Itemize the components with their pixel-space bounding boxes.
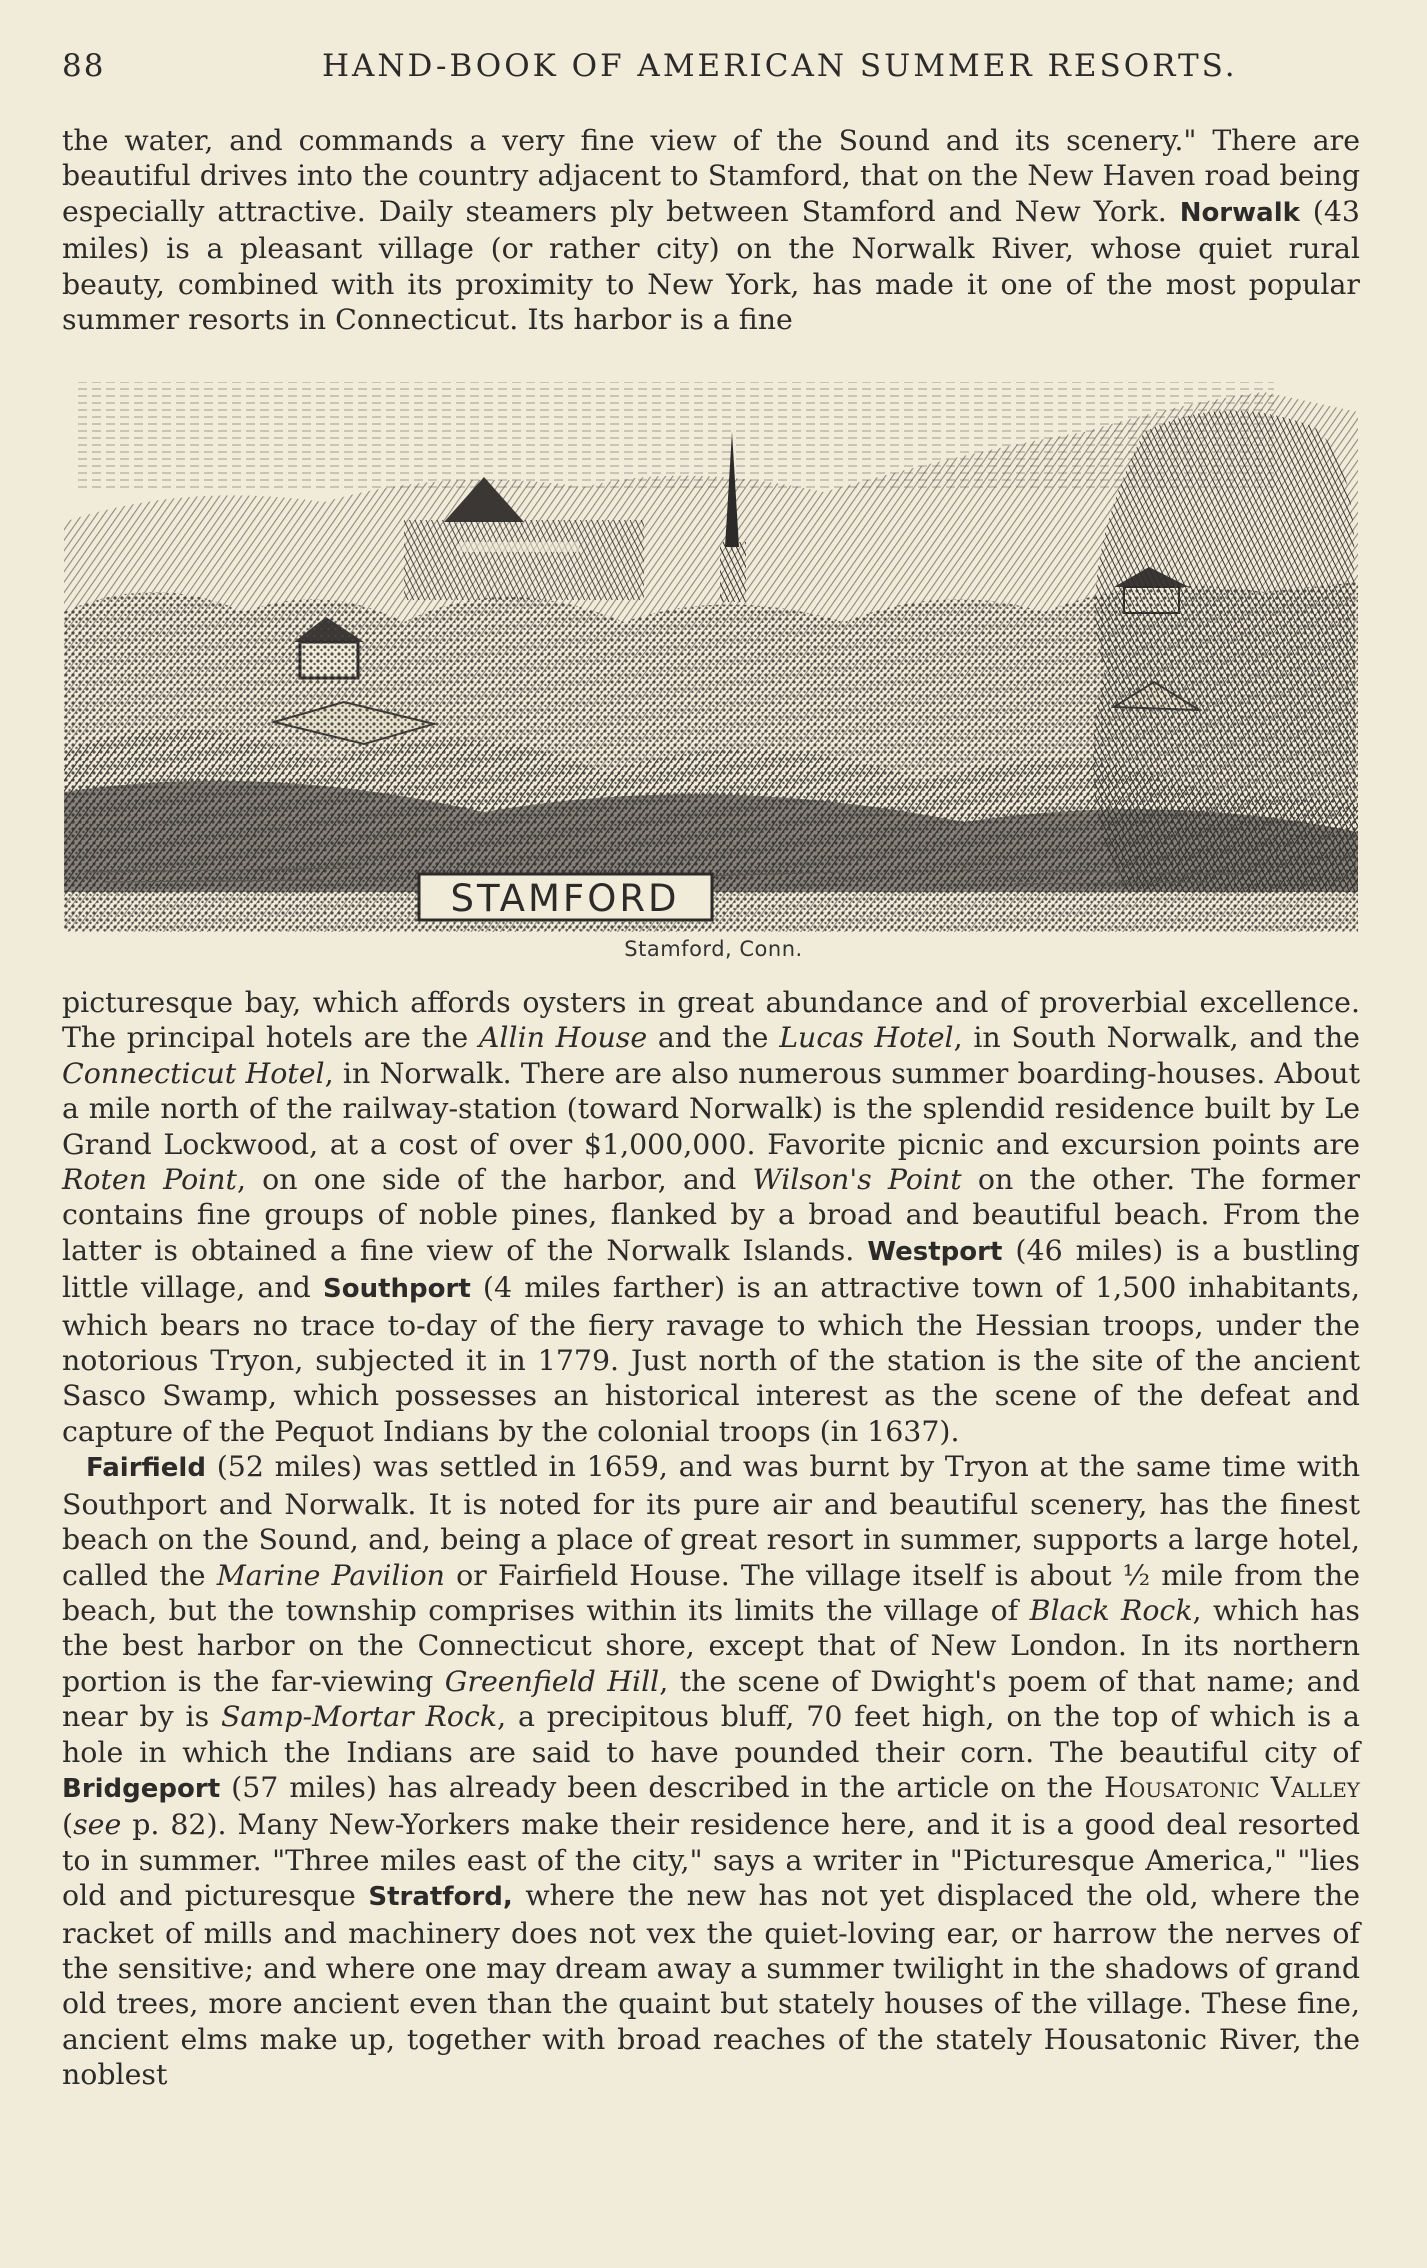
hotel-allin-house: Allin House	[478, 1021, 648, 1055]
text-run: or Fairfield House. The village itself is about ½ mile from the beach, but the township comprises within its limits the village of	[62, 1558, 1360, 1627]
text-run: , the scene of Dwight's poem of that name; and near by is	[62, 1664, 1360, 1734]
place-samp-mortar-rock: Samp-Mortar Rock	[220, 1700, 498, 1734]
hotel-connecticut: Connecticut Hotel	[62, 1056, 325, 1090]
text-run: the water, and commands a very fine view of the Sound and its scenery." There are beautiful drives into the country adjacent to Stamford, that on the New Haven road being especially attractive. Daily steamers ply between Stamford and New York.	[62, 124, 1360, 228]
place-stratford: Stratford,	[368, 1882, 513, 1913]
text-run: , on one side of the harbor, and	[236, 1163, 753, 1197]
place-greenfield-hill: Greenfield Hill	[444, 1664, 660, 1698]
body-text-bottom	[62, 985, 1360, 2093]
paragraph-fairfield	[62, 1449, 1360, 2092]
stamford-engraving	[64, 372, 1358, 938]
hotel-lucas: Lucas Hotel	[779, 1021, 954, 1055]
paragraph-norwalk-hotels	[62, 985, 1360, 1449]
body-text-top	[62, 123, 1360, 337]
figure-caption: Stamford, Conn.	[624, 937, 803, 961]
see-reference: see	[73, 1808, 122, 1842]
hotel-marine-pavilion: Marine Pavilion	[216, 1558, 445, 1592]
text-run: , a precipitous bluff, 70 feet high, on the top of which is a hole in which the Indians are said to have pounded their corn. The beautiful city of	[62, 1700, 1360, 1769]
place-southport: Southport	[322, 1274, 471, 1305]
running-title: HAND-BOOK OF AMERICAN SUMMER RESORTS.	[322, 48, 1238, 84]
place-black-rock: Black Rock	[1029, 1593, 1193, 1627]
text-run: (57 miles) has already been described in the article on the	[220, 1770, 1105, 1804]
text-run: (	[62, 1808, 74, 1842]
place-norwalk: Norwalk	[1179, 197, 1300, 228]
paragraph-continued	[62, 123, 1360, 337]
text-run: on the other. The former contains fine groups of noble pines, flanked by a broad and beautiful beach. From the latter is obtained a fine view of the Norwalk Islands.	[62, 1163, 1360, 1267]
place-fairfield: Fairfield	[86, 1453, 206, 1484]
running-head	[62, 48, 1362, 98]
place-bridgeport: Bridgeport	[62, 1773, 221, 1804]
text-run: , which has the best harbor on the Connecticut shore, except that of New London. In its northern portion is the far-viewing	[62, 1593, 1360, 1698]
text-run: , in South Norwalk, and the	[953, 1021, 1360, 1055]
text-run: and the	[647, 1021, 780, 1055]
text-run: (52 miles) was settled in 1659, and was burnt by Tryon at the same time with Southport and Norwalk. It is noted for its pure air and beautiful scenery, has the finest beach on the Sound, and, being a place of great resort in summer, supports a large hotel, called the	[62, 1450, 1360, 1592]
text-run: picturesque bay, which affords oysters in great abundance and of proverbial excellence. The principal hotels are the	[62, 986, 1360, 1055]
text-run: p. 82). Many New-Yorkers make their residence here, and it is a good deal resorted to in summer. "Three miles east of the city," says a writer in "Picturesque America," "lies old and picturesque	[62, 1808, 1360, 1913]
text-run: (46 miles) is a bustling little village, and	[62, 1233, 1360, 1305]
stamford-sign-text: STAMFORD	[450, 877, 680, 920]
text-run: where the new has not yet displaced the old, where the racket of mills and machinery does not vex the quiet-loving ear, or harrow the nerves of the sensitive; and where one may dream away a summer twilight in the shadows of grand old trees, more ancient even than the quaint but stately houses of the village. These fine, ancient elms make up, together with broad reaches of the stately Housatonic River, the noblest	[62, 1879, 1361, 2092]
place-roten-point: Roten Point	[62, 1163, 237, 1197]
text-run: (4 miles farther) is an attractive town of 1,500 inhabitants, which bears no trace to-day of the fiery ravage to which the Hessian troops, under the notorious Tryon, subjected it in 1779. Just north of the station is the site of the ancient Sasco Swamp, which possesses an historical interest as the scene of the defeat and capture of the Pequot Indians by the colonial troops (in 1637).	[62, 1271, 1360, 1448]
cross-reference-housatonic-valley: Housatonic Valley	[1104, 1770, 1360, 1804]
place-westport: Westport	[867, 1236, 1003, 1267]
text-run: (43 miles) is a pleasant village (or rather city) on the Norwalk River, whose quiet rural beauty, combined with its proximity to New York, has made it one of the most popular summer resorts in Connecticut. Its harbor is a fine	[62, 194, 1360, 337]
text-run: , in Norwalk. There are also numerous summer boarding-houses. About a mile north of the railway-station (toward Norwalk) is the splendid residence built by Le Grand Lockwood, at a cost of over $1,000,000. Favorite picnic and excursion points are	[62, 1056, 1360, 1161]
place-wilsons-point: Wilson's Point	[752, 1163, 962, 1197]
page-number: 88	[62, 48, 106, 84]
